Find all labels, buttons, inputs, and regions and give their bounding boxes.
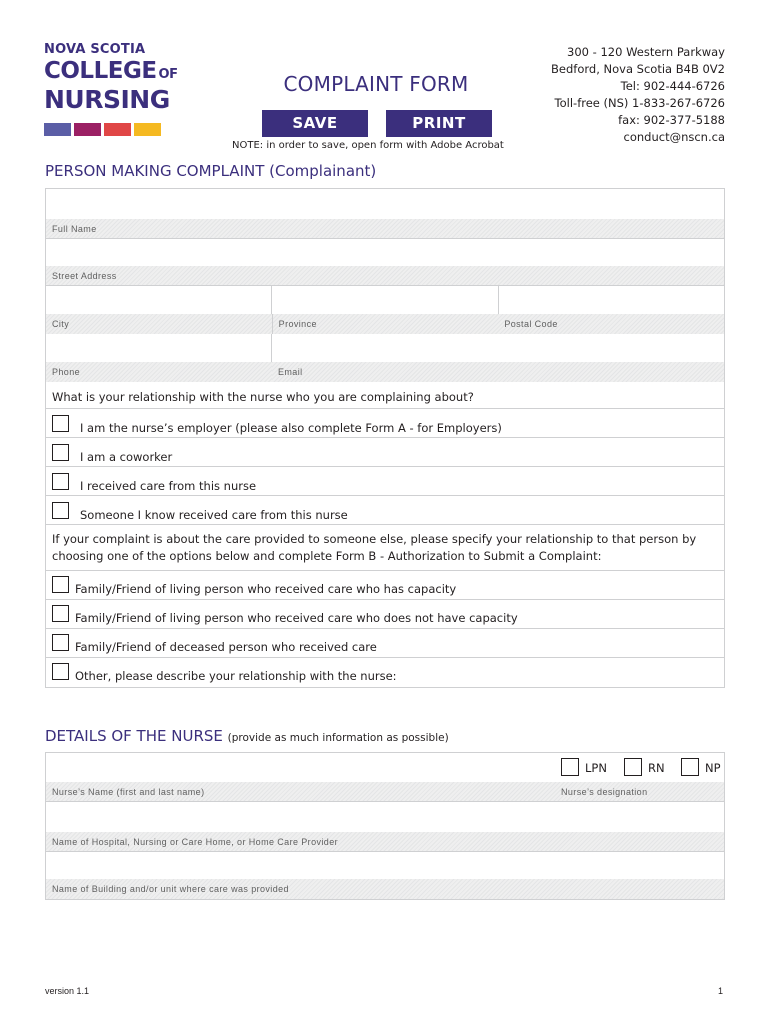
- postal-code-label: Postal Code: [498, 314, 724, 334]
- option-someone-i-know: [46, 496, 724, 525]
- received-care-checkbox[interactable]: [52, 473, 69, 490]
- np-label: NP: [705, 761, 721, 775]
- nurse-name-input[interactable]: [46, 753, 551, 782]
- facility-label: Name of Hospital, Nursing or Care Home, or Home Care Provider: [46, 832, 724, 852]
- nurse-section-subtitle: (provide as much information as possible): [227, 732, 449, 744]
- nurse-name-label: Nurse’s Name (first and last name): [52, 787, 205, 797]
- rn-label: RN: [648, 761, 665, 775]
- logo-line-1: NOVA SCOTIA: [44, 42, 146, 57]
- received-care-option-label: I received care from this nurse: [80, 479, 257, 493]
- family-no-capacity-checkbox[interactable]: [52, 605, 69, 622]
- logo-line-2: [44, 59, 184, 87]
- phone-row: [46, 334, 724, 362]
- province-label: Province: [273, 314, 499, 334]
- nurse-section-heading: [45, 727, 449, 745]
- print-button[interactable]: PRINT: [386, 110, 492, 137]
- logo-college-text: COLLEGE: [44, 58, 157, 84]
- nurse-designation-label: Nurse’s designation: [561, 787, 648, 797]
- other-option-label: Other, please describe your relationship with the nurse:: [75, 669, 397, 683]
- nurse-form-box: [45, 752, 725, 900]
- np-checkbox[interactable]: [681, 758, 699, 776]
- full-name-label: Full Name: [46, 219, 724, 239]
- option-coworker: [46, 438, 724, 467]
- logo-bar-1: [44, 123, 71, 136]
- family-no-capacity-option-label: Family/Friend of living person who received care who does not have capacity: [75, 611, 518, 625]
- page-number: 1: [718, 986, 724, 996]
- family-deceased-option-label: Family/Friend of deceased person who received care: [75, 640, 377, 654]
- email-contact: conduct@nscn.ca: [623, 130, 725, 144]
- someone-i-know-option-label: Someone I know received care from this nurse: [80, 508, 348, 522]
- fax: fax: 902-377-5188: [618, 113, 725, 127]
- address-line-1: 300 - 120 Western Parkway: [567, 45, 725, 59]
- coworker-checkbox[interactable]: [52, 444, 69, 461]
- email-label: Email: [272, 362, 724, 382]
- logo-bar-4: [134, 123, 161, 136]
- full-name-input[interactable]: [46, 189, 724, 219]
- contact-info: [551, 44, 725, 146]
- facility-row: [46, 802, 724, 832]
- postal-code-input[interactable]: [499, 286, 724, 314]
- option-family-no-capacity: [46, 600, 724, 629]
- lpn-label: LPN: [585, 761, 607, 775]
- building-row: [46, 852, 724, 879]
- nurse-name-row: [46, 753, 724, 782]
- logo-bar-3: [104, 123, 131, 136]
- lpn-checkbox[interactable]: [561, 758, 579, 776]
- someone-i-know-checkbox[interactable]: [52, 502, 69, 519]
- version-label: version 1.1: [45, 986, 90, 996]
- family-deceased-checkbox[interactable]: [52, 634, 69, 651]
- option-employer: [46, 409, 724, 438]
- college-logo: [44, 42, 184, 136]
- phone-input[interactable]: [46, 334, 272, 362]
- telephone: Tel: 902-444-6726: [620, 79, 725, 93]
- employer-checkbox[interactable]: [52, 415, 69, 432]
- street-address-input[interactable]: [46, 239, 724, 266]
- city-input[interactable]: [46, 286, 272, 314]
- logo-bar-2: [74, 123, 101, 136]
- logo-of-text: OF: [158, 67, 178, 82]
- address-line-2: Bedford, Nova Scotia B4B 0V2: [551, 62, 725, 76]
- facility-input[interactable]: [46, 802, 724, 832]
- phone-label: Phone: [46, 362, 272, 382]
- building-input[interactable]: [46, 852, 724, 879]
- city-label-row: [46, 314, 724, 334]
- logo-line-3: NURSING: [44, 85, 170, 114]
- toll-free: Toll-free (NS) 1-833-267-6726: [554, 96, 725, 110]
- phone-label-row: [46, 362, 724, 382]
- other-checkbox[interactable]: [52, 663, 69, 680]
- save-button[interactable]: SAVE: [262, 110, 368, 137]
- building-label: Name of Building and/or unit where care was provided: [46, 879, 724, 899]
- city-label: City: [46, 314, 273, 334]
- form-title: COMPLAINT FORM: [283, 72, 469, 96]
- rn-checkbox[interactable]: [624, 758, 642, 776]
- relationship-question: What is your relationship with the nurse who you are complaining about?: [46, 382, 724, 409]
- option-received-care: [46, 467, 724, 496]
- nurse-section-title: DETAILS OF THE NURSE: [45, 727, 223, 745]
- save-note: NOTE: in order to save, open form with Adobe Acrobat: [232, 140, 504, 151]
- option-family-deceased: [46, 629, 724, 658]
- email-input[interactable]: [272, 334, 724, 362]
- complainant-form-box: [45, 188, 725, 688]
- street-address-label: Street Address: [46, 266, 724, 286]
- city-row: [46, 286, 724, 314]
- logo-color-bars: [44, 123, 184, 136]
- family-capacity-option-label: Family/Friend of living person who received care who has capacity: [75, 582, 457, 596]
- option-family-capacity: [46, 571, 724, 600]
- complainant-section-heading: PERSON MAKING COMPLAINT (Complainant): [45, 162, 377, 180]
- employer-option-label: I am the nurse’s employer (please also complete Form A - for Employers): [80, 421, 502, 435]
- family-capacity-checkbox[interactable]: [52, 576, 69, 593]
- nurse-name-label-row: [46, 782, 724, 802]
- form-b-instructions: If your complaint is about the care provided to someone else, please specify your relationship to that person by choosing one of the options below and complete Form B - Authorization to Submit a Complaint:: [46, 525, 724, 571]
- full-name-row: [46, 189, 724, 219]
- province-input[interactable]: [272, 286, 498, 314]
- street-row: [46, 239, 724, 266]
- coworker-option-label: I am a coworker: [80, 450, 173, 464]
- option-other: [46, 658, 724, 687]
